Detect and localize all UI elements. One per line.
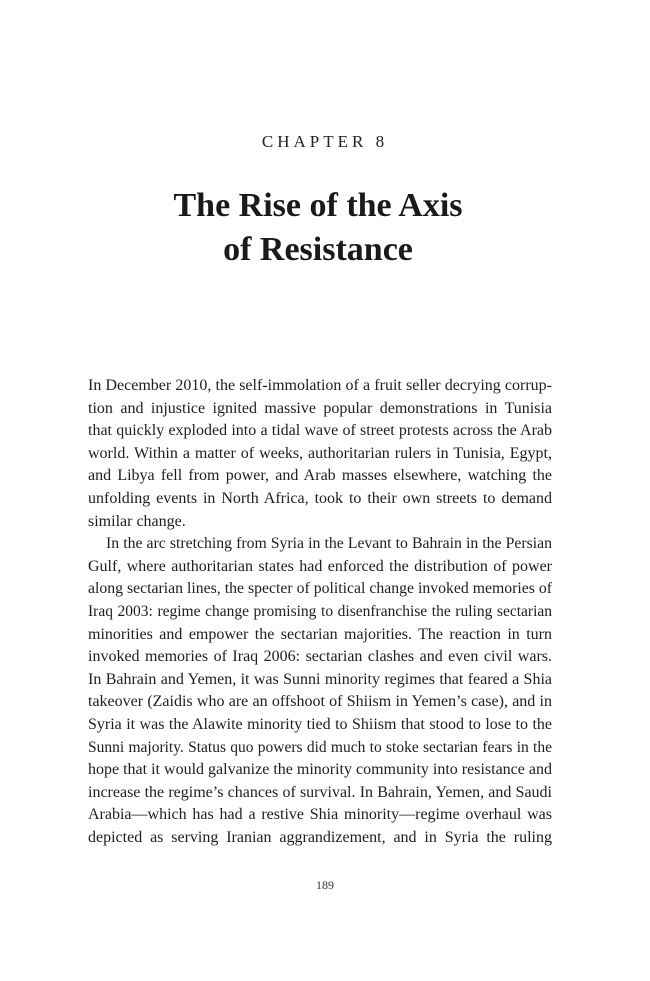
text-line: world. Within a matter of weeks, authoritarian rulers in Tunisia, Egypt,	[88, 444, 552, 462]
text-line: hope that it would galvanize the minority community into resistance and	[88, 761, 552, 779]
chapter-label: CHAPTER 8	[261, 132, 389, 151]
text-line: that quickly exploded into a tidal wave of street protests across the Arab	[88, 422, 552, 440]
text-line: In December 2010, the self-immolation of a fruit seller decrying corrup-	[88, 377, 552, 394]
text-line: Gulf, where authoritarian states had enforced the distribution of power	[88, 557, 552, 575]
text-line: depicted as serving Iranian aggrandizement, and in Syria the ruling	[88, 828, 552, 846]
text-line: minorities and empower the sectarian majorities. The reaction in turn	[88, 625, 552, 643]
chapter-title-line: of Resistance	[223, 231, 413, 268]
text-line: tion and injustice ignited massive popular demonstrations in Tunisia	[88, 399, 552, 417]
text-line: Iraq 2003: regime change promising to disenfranchise the ruling sectarian	[88, 602, 552, 620]
text-line: and Libya fell from power, and Arab masses elsewhere, watching the	[88, 467, 552, 485]
page-number: 189	[316, 878, 334, 892]
paragraph	[88, 375, 552, 533]
text-line: Syria it was the Alawite minority tied to Shiism that stood to lose to the	[88, 715, 552, 733]
text-line: increase the regime’s chances of survival. In Bahrain, Yemen, and Saudi	[88, 783, 552, 801]
text-line: Sunni majority. Status quo powers did much to stoke sectarian fears in the	[88, 738, 552, 756]
text-line: invoked memories of Iraq 2006: sectarian clashes and even civil wars.	[88, 648, 552, 666]
body-text	[88, 375, 552, 849]
text-line: Arabia—which has had a restive Shia minority—regime overhaul was	[88, 806, 552, 824]
text-line: takeover (Zaidis who are an offshoot of Shiism in Yemen’s case), and in	[88, 693, 552, 711]
chapter-title-line: The Rise of the Axis	[173, 187, 463, 224]
paragraph	[88, 533, 552, 849]
text-line: unfolding events in North Africa, took to their own streets to demand	[88, 489, 552, 507]
text-line: In Bahrain and Yemen, it was Sunni minority regimes that feared a Shia	[88, 670, 552, 688]
text-line: along sectarian lines, the specter of political change invoked memories of	[88, 580, 552, 598]
text-line: In the arc stretching from Syria in the Levant to Bahrain in the Persian	[106, 535, 552, 553]
chapter-title	[0, 184, 636, 272]
text-line: similar change.	[88, 512, 186, 530]
